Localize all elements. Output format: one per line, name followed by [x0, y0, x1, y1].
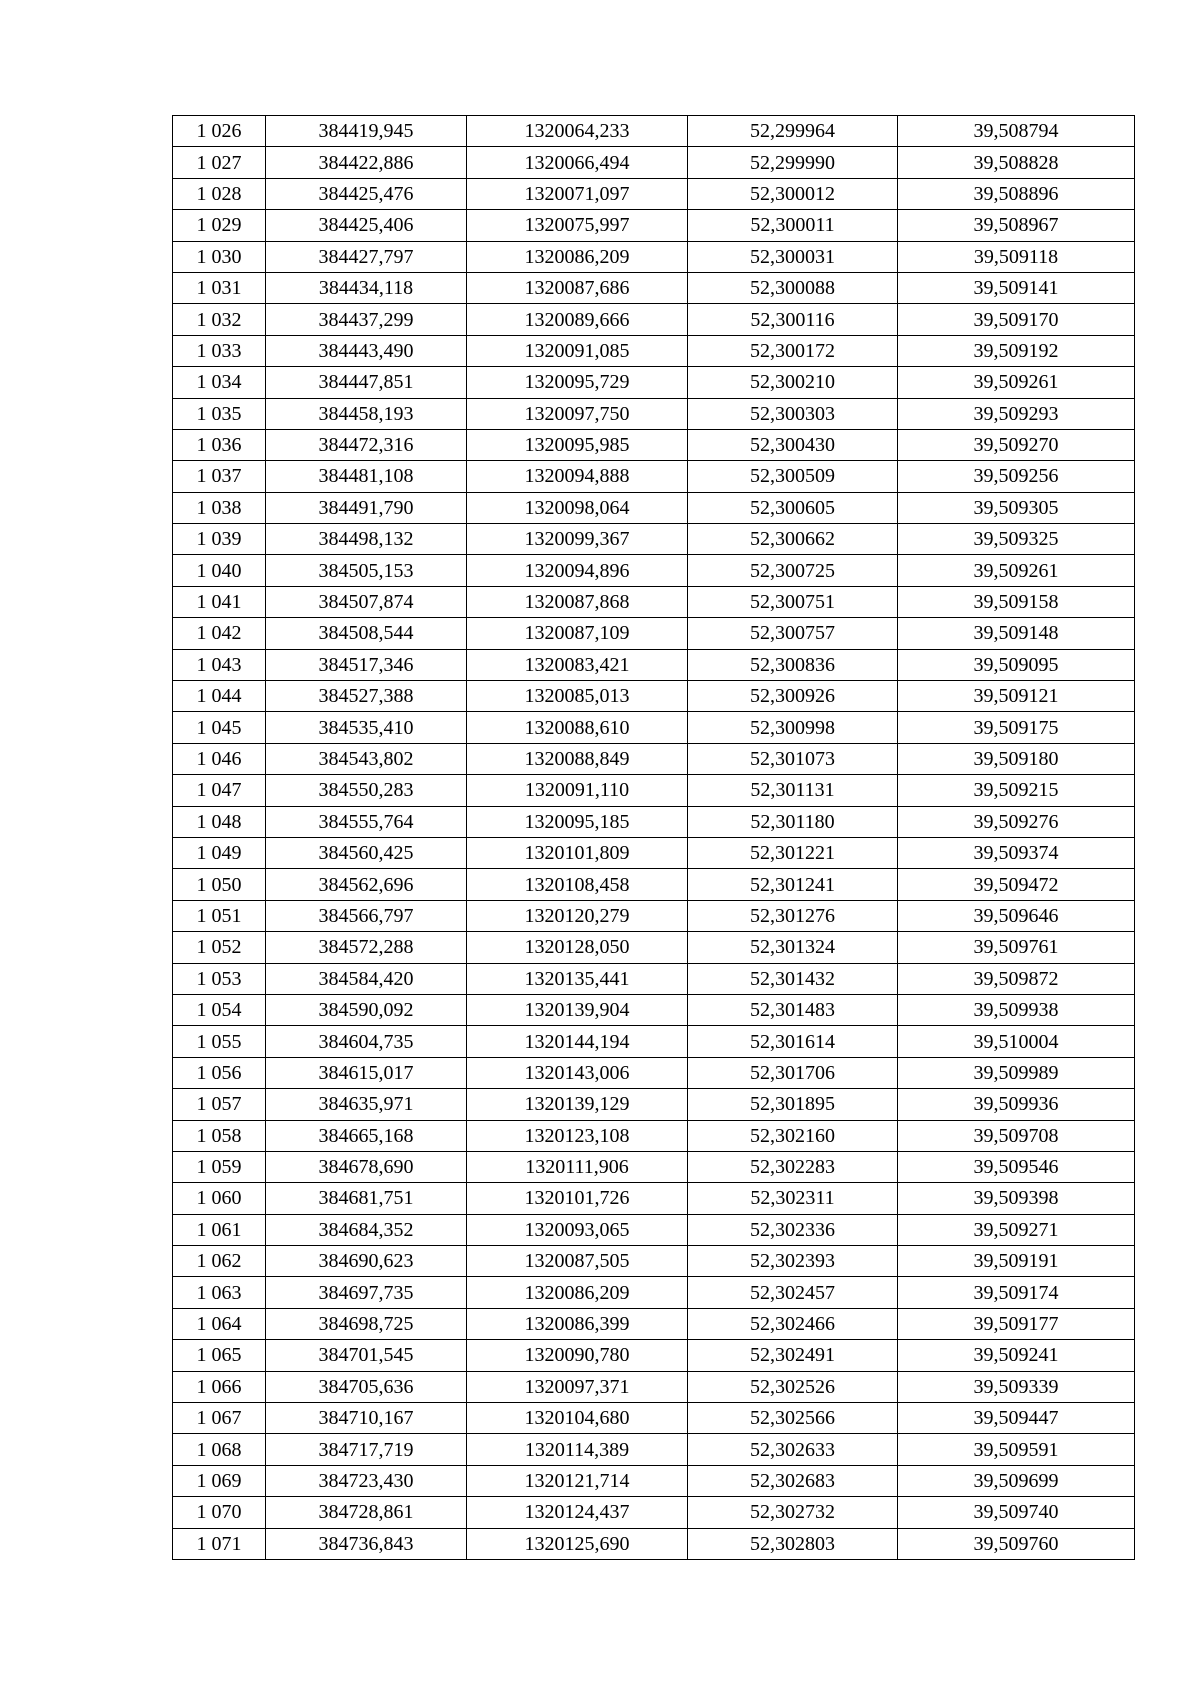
y-coordinate-cell: 1320108,458	[467, 869, 688, 900]
point-number-cell: 1 038	[173, 492, 266, 523]
y-coordinate-cell: 1320091,085	[467, 335, 688, 366]
point-number-cell: 1 051	[173, 900, 266, 931]
point-number-cell: 1 036	[173, 429, 266, 460]
longitude-cell: 39,509118	[898, 241, 1135, 272]
longitude-cell: 39,509261	[898, 555, 1135, 586]
x-coordinate-cell: 384427,797	[266, 241, 467, 272]
y-coordinate-cell: 1320139,129	[467, 1089, 688, 1120]
longitude-cell: 39,509121	[898, 681, 1135, 712]
longitude-cell: 39,509938	[898, 994, 1135, 1025]
point-number-cell: 1 035	[173, 398, 266, 429]
point-number-cell: 1 060	[173, 1183, 266, 1214]
point-number-cell: 1 040	[173, 555, 266, 586]
latitude-cell: 52,300210	[688, 367, 898, 398]
x-coordinate-cell: 384550,283	[266, 775, 467, 806]
latitude-cell: 52,302393	[688, 1246, 898, 1277]
latitude-cell: 52,299990	[688, 147, 898, 178]
longitude-cell: 39,509095	[898, 649, 1135, 680]
table-row	[173, 649, 1135, 680]
latitude-cell: 52,300998	[688, 712, 898, 743]
y-coordinate-cell: 1320097,371	[467, 1371, 688, 1402]
longitude-cell: 39,509215	[898, 775, 1135, 806]
point-number-cell: 1 032	[173, 304, 266, 335]
table-row	[173, 335, 1135, 366]
table-row	[173, 869, 1135, 900]
x-coordinate-cell: 384535,410	[266, 712, 467, 743]
table-row	[173, 241, 1135, 272]
latitude-cell: 52,302457	[688, 1277, 898, 1308]
latitude-cell: 52,302803	[688, 1528, 898, 1559]
table-row	[173, 1214, 1135, 1245]
x-coordinate-cell: 384560,425	[266, 837, 467, 868]
table-row	[173, 429, 1135, 460]
latitude-cell: 52,300011	[688, 210, 898, 241]
x-coordinate-cell: 384425,406	[266, 210, 467, 241]
x-coordinate-cell: 384447,851	[266, 367, 467, 398]
table-row	[173, 806, 1135, 837]
x-coordinate-cell: 384684,352	[266, 1214, 467, 1245]
point-number-cell: 1 033	[173, 335, 266, 366]
x-coordinate-cell: 384678,690	[266, 1151, 467, 1182]
point-number-cell: 1 069	[173, 1465, 266, 1496]
longitude-cell: 39,509241	[898, 1340, 1135, 1371]
y-coordinate-cell: 1320139,904	[467, 994, 688, 1025]
y-coordinate-cell: 1320144,194	[467, 1026, 688, 1057]
latitude-cell: 52,301180	[688, 806, 898, 837]
y-coordinate-cell: 1320101,726	[467, 1183, 688, 1214]
x-coordinate-cell: 384437,299	[266, 304, 467, 335]
table-row	[173, 900, 1135, 931]
table-row	[173, 524, 1135, 555]
x-coordinate-cell: 384422,886	[266, 147, 467, 178]
x-coordinate-cell: 384425,476	[266, 178, 467, 209]
point-number-cell: 1 026	[173, 116, 266, 147]
y-coordinate-cell: 1320121,714	[467, 1465, 688, 1496]
longitude-cell: 39,509158	[898, 586, 1135, 617]
latitude-cell: 52,302732	[688, 1497, 898, 1528]
table-row	[173, 743, 1135, 774]
point-number-cell: 1 058	[173, 1120, 266, 1151]
latitude-cell: 52,300926	[688, 681, 898, 712]
point-number-cell: 1 061	[173, 1214, 266, 1245]
point-number-cell: 1 059	[173, 1151, 266, 1182]
y-coordinate-cell: 1320111,906	[467, 1151, 688, 1182]
x-coordinate-cell: 384507,874	[266, 586, 467, 617]
y-coordinate-cell: 1320125,690	[467, 1528, 688, 1559]
longitude-cell: 39,509872	[898, 963, 1135, 994]
latitude-cell: 52,302566	[688, 1403, 898, 1434]
y-coordinate-cell: 1320086,209	[467, 241, 688, 272]
longitude-cell: 39,509177	[898, 1308, 1135, 1339]
latitude-cell: 52,301706	[688, 1057, 898, 1088]
x-coordinate-cell: 384728,861	[266, 1497, 467, 1528]
latitude-cell: 52,300757	[688, 618, 898, 649]
table-row	[173, 963, 1135, 994]
longitude-cell: 39,509174	[898, 1277, 1135, 1308]
latitude-cell: 52,299964	[688, 116, 898, 147]
point-number-cell: 1 042	[173, 618, 266, 649]
table-row	[173, 147, 1135, 178]
point-number-cell: 1 050	[173, 869, 266, 900]
y-coordinate-cell: 1320075,997	[467, 210, 688, 241]
latitude-cell: 52,302526	[688, 1371, 898, 1402]
y-coordinate-cell: 1320085,013	[467, 681, 688, 712]
y-coordinate-cell: 1320064,233	[467, 116, 688, 147]
table-row	[173, 1465, 1135, 1496]
point-number-cell: 1 053	[173, 963, 266, 994]
longitude-cell: 39,509293	[898, 398, 1135, 429]
latitude-cell: 52,300836	[688, 649, 898, 680]
y-coordinate-cell: 1320099,367	[467, 524, 688, 555]
y-coordinate-cell: 1320090,780	[467, 1340, 688, 1371]
longitude-cell: 39,509546	[898, 1151, 1135, 1182]
latitude-cell: 52,302311	[688, 1183, 898, 1214]
latitude-cell: 52,300172	[688, 335, 898, 366]
table-row	[173, 1151, 1135, 1182]
point-number-cell: 1 048	[173, 806, 266, 837]
longitude-cell: 39,509398	[898, 1183, 1135, 1214]
x-coordinate-cell: 384419,945	[266, 116, 467, 147]
table-row	[173, 1183, 1135, 1214]
table-row	[173, 1057, 1135, 1088]
longitude-cell: 39,509591	[898, 1434, 1135, 1465]
table-row	[173, 461, 1135, 492]
y-coordinate-cell: 1320114,389	[467, 1434, 688, 1465]
table-row	[173, 398, 1135, 429]
x-coordinate-cell: 384572,288	[266, 932, 467, 963]
table-row	[173, 1026, 1135, 1057]
y-coordinate-cell: 1320087,109	[467, 618, 688, 649]
y-coordinate-cell: 1320091,110	[467, 775, 688, 806]
table-row	[173, 1120, 1135, 1151]
point-number-cell: 1 063	[173, 1277, 266, 1308]
x-coordinate-cell: 384690,623	[266, 1246, 467, 1277]
longitude-cell: 39,509261	[898, 367, 1135, 398]
x-coordinate-cell: 384635,971	[266, 1089, 467, 1120]
latitude-cell: 52,300605	[688, 492, 898, 523]
longitude-cell: 39,509191	[898, 1246, 1135, 1277]
latitude-cell: 52,300430	[688, 429, 898, 460]
point-number-cell: 1 056	[173, 1057, 266, 1088]
x-coordinate-cell: 384615,017	[266, 1057, 467, 1088]
table-row	[173, 932, 1135, 963]
latitude-cell: 52,302283	[688, 1151, 898, 1182]
x-coordinate-cell: 384705,636	[266, 1371, 467, 1402]
table-row	[173, 210, 1135, 241]
x-coordinate-cell: 384697,735	[266, 1277, 467, 1308]
latitude-cell: 52,301614	[688, 1026, 898, 1057]
y-coordinate-cell: 1320095,185	[467, 806, 688, 837]
longitude-cell: 39,509325	[898, 524, 1135, 555]
x-coordinate-cell: 384472,316	[266, 429, 467, 460]
longitude-cell: 39,509472	[898, 869, 1135, 900]
y-coordinate-cell: 1320098,064	[467, 492, 688, 523]
longitude-cell: 39,509175	[898, 712, 1135, 743]
point-number-cell: 1 071	[173, 1528, 266, 1559]
point-number-cell: 1 041	[173, 586, 266, 617]
table-row	[173, 367, 1135, 398]
latitude-cell: 52,300088	[688, 272, 898, 303]
longitude-cell: 39,509374	[898, 837, 1135, 868]
point-number-cell: 1 037	[173, 461, 266, 492]
longitude-cell: 39,509760	[898, 1528, 1135, 1559]
x-coordinate-cell: 384701,545	[266, 1340, 467, 1371]
longitude-cell: 39,509180	[898, 743, 1135, 774]
y-coordinate-cell: 1320066,494	[467, 147, 688, 178]
point-number-cell: 1 067	[173, 1403, 266, 1434]
latitude-cell: 52,301073	[688, 743, 898, 774]
y-coordinate-cell: 1320123,108	[467, 1120, 688, 1151]
table-row	[173, 116, 1135, 147]
x-coordinate-cell: 384723,430	[266, 1465, 467, 1496]
y-coordinate-cell: 1320143,006	[467, 1057, 688, 1088]
x-coordinate-cell: 384498,132	[266, 524, 467, 555]
table-row	[173, 994, 1135, 1025]
table-row	[173, 1246, 1135, 1277]
point-number-cell: 1 043	[173, 649, 266, 680]
longitude-cell: 39,509339	[898, 1371, 1135, 1402]
latitude-cell: 52,301324	[688, 932, 898, 963]
y-coordinate-cell: 1320120,279	[467, 900, 688, 931]
x-coordinate-cell: 384584,420	[266, 963, 467, 994]
latitude-cell: 52,302683	[688, 1465, 898, 1496]
point-number-cell: 1 027	[173, 147, 266, 178]
y-coordinate-cell: 1320097,750	[467, 398, 688, 429]
y-coordinate-cell: 1320135,441	[467, 963, 688, 994]
latitude-cell: 52,302633	[688, 1434, 898, 1465]
y-coordinate-cell: 1320083,421	[467, 649, 688, 680]
x-coordinate-cell: 384555,764	[266, 806, 467, 837]
table-row	[173, 712, 1135, 743]
y-coordinate-cell: 1320071,097	[467, 178, 688, 209]
longitude-cell: 39,510004	[898, 1026, 1135, 1057]
y-coordinate-cell: 1320088,610	[467, 712, 688, 743]
latitude-cell: 52,300751	[688, 586, 898, 617]
latitude-cell: 52,301895	[688, 1089, 898, 1120]
latitude-cell: 52,302466	[688, 1308, 898, 1339]
latitude-cell: 52,302336	[688, 1214, 898, 1245]
latitude-cell: 52,300725	[688, 555, 898, 586]
point-number-cell: 1 064	[173, 1308, 266, 1339]
x-coordinate-cell: 384698,725	[266, 1308, 467, 1339]
y-coordinate-cell: 1320124,437	[467, 1497, 688, 1528]
point-number-cell: 1 039	[173, 524, 266, 555]
longitude-cell: 39,509646	[898, 900, 1135, 931]
latitude-cell: 52,301276	[688, 900, 898, 931]
latitude-cell: 52,300303	[688, 398, 898, 429]
latitude-cell: 52,300116	[688, 304, 898, 335]
table-row	[173, 681, 1135, 712]
x-coordinate-cell: 384434,118	[266, 272, 467, 303]
latitude-cell: 52,300012	[688, 178, 898, 209]
x-coordinate-cell: 384517,346	[266, 649, 467, 680]
latitude-cell: 52,301432	[688, 963, 898, 994]
point-number-cell: 1 052	[173, 932, 266, 963]
table-row	[173, 1089, 1135, 1120]
point-number-cell: 1 044	[173, 681, 266, 712]
point-number-cell: 1 068	[173, 1434, 266, 1465]
point-number-cell: 1 034	[173, 367, 266, 398]
table-row	[173, 1528, 1135, 1559]
point-number-cell: 1 045	[173, 712, 266, 743]
latitude-cell: 52,300662	[688, 524, 898, 555]
table-row	[173, 1497, 1135, 1528]
x-coordinate-cell: 384458,193	[266, 398, 467, 429]
x-coordinate-cell: 384717,719	[266, 1434, 467, 1465]
point-number-cell: 1 054	[173, 994, 266, 1025]
table-row	[173, 1434, 1135, 1465]
x-coordinate-cell: 384665,168	[266, 1120, 467, 1151]
point-number-cell: 1 029	[173, 210, 266, 241]
x-coordinate-cell: 384505,153	[266, 555, 467, 586]
table-row	[173, 304, 1135, 335]
longitude-cell: 39,509936	[898, 1089, 1135, 1120]
point-number-cell: 1 062	[173, 1246, 266, 1277]
x-coordinate-cell: 384736,843	[266, 1528, 467, 1559]
x-coordinate-cell: 384508,544	[266, 618, 467, 649]
point-number-cell: 1 046	[173, 743, 266, 774]
latitude-cell: 52,301241	[688, 869, 898, 900]
x-coordinate-cell: 384443,490	[266, 335, 467, 366]
table-row	[173, 837, 1135, 868]
x-coordinate-cell: 384562,696	[266, 869, 467, 900]
point-number-cell: 1 070	[173, 1497, 266, 1528]
coordinates-table	[172, 115, 1135, 1560]
longitude-cell: 39,509989	[898, 1057, 1135, 1088]
longitude-cell: 39,509276	[898, 806, 1135, 837]
x-coordinate-cell: 384604,735	[266, 1026, 467, 1057]
point-number-cell: 1 031	[173, 272, 266, 303]
longitude-cell: 39,509305	[898, 492, 1135, 523]
table-row	[173, 586, 1135, 617]
y-coordinate-cell: 1320128,050	[467, 932, 688, 963]
latitude-cell: 52,301221	[688, 837, 898, 868]
table-row	[173, 178, 1135, 209]
longitude-cell: 39,508967	[898, 210, 1135, 241]
table-row	[173, 555, 1135, 586]
longitude-cell: 39,509170	[898, 304, 1135, 335]
y-coordinate-cell: 1320095,985	[467, 429, 688, 460]
y-coordinate-cell: 1320086,399	[467, 1308, 688, 1339]
y-coordinate-cell: 1320087,868	[467, 586, 688, 617]
x-coordinate-cell: 384527,388	[266, 681, 467, 712]
y-coordinate-cell: 1320101,809	[467, 837, 688, 868]
latitude-cell: 52,301131	[688, 775, 898, 806]
y-coordinate-cell: 1320095,729	[467, 367, 688, 398]
latitude-cell: 52,302160	[688, 1120, 898, 1151]
latitude-cell: 52,300031	[688, 241, 898, 272]
latitude-cell: 52,301483	[688, 994, 898, 1025]
latitude-cell: 52,300509	[688, 461, 898, 492]
table-row	[173, 272, 1135, 303]
table-row	[173, 1403, 1135, 1434]
y-coordinate-cell: 1320094,896	[467, 555, 688, 586]
coordinates-table-body	[173, 116, 1135, 1560]
longitude-cell: 39,508896	[898, 178, 1135, 209]
longitude-cell: 39,508828	[898, 147, 1135, 178]
point-number-cell: 1 047	[173, 775, 266, 806]
x-coordinate-cell: 384566,797	[266, 900, 467, 931]
longitude-cell: 39,509708	[898, 1120, 1135, 1151]
point-number-cell: 1 057	[173, 1089, 266, 1120]
y-coordinate-cell: 1320089,666	[467, 304, 688, 335]
longitude-cell: 39,509699	[898, 1465, 1135, 1496]
x-coordinate-cell: 384491,790	[266, 492, 467, 523]
longitude-cell: 39,509192	[898, 335, 1135, 366]
longitude-cell: 39,509270	[898, 429, 1135, 460]
table-row	[173, 1308, 1135, 1339]
table-row	[173, 492, 1135, 523]
y-coordinate-cell: 1320087,686	[467, 272, 688, 303]
point-number-cell: 1 030	[173, 241, 266, 272]
table-row	[173, 1277, 1135, 1308]
x-coordinate-cell: 384543,802	[266, 743, 467, 774]
longitude-cell: 39,509740	[898, 1497, 1135, 1528]
point-number-cell: 1 028	[173, 178, 266, 209]
y-coordinate-cell: 1320086,209	[467, 1277, 688, 1308]
table-row	[173, 618, 1135, 649]
y-coordinate-cell: 1320094,888	[467, 461, 688, 492]
x-coordinate-cell: 384681,751	[266, 1183, 467, 1214]
longitude-cell: 39,509271	[898, 1214, 1135, 1245]
point-number-cell: 1 049	[173, 837, 266, 868]
table-row	[173, 1340, 1135, 1371]
y-coordinate-cell: 1320088,849	[467, 743, 688, 774]
longitude-cell: 39,509761	[898, 932, 1135, 963]
y-coordinate-cell: 1320087,505	[467, 1246, 688, 1277]
longitude-cell: 39,509447	[898, 1403, 1135, 1434]
x-coordinate-cell: 384710,167	[266, 1403, 467, 1434]
x-coordinate-cell: 384590,092	[266, 994, 467, 1025]
point-number-cell: 1 066	[173, 1371, 266, 1402]
longitude-cell: 39,509141	[898, 272, 1135, 303]
longitude-cell: 39,509256	[898, 461, 1135, 492]
y-coordinate-cell: 1320104,680	[467, 1403, 688, 1434]
table-row	[173, 1371, 1135, 1402]
longitude-cell: 39,509148	[898, 618, 1135, 649]
longitude-cell: 39,508794	[898, 116, 1135, 147]
y-coordinate-cell: 1320093,065	[467, 1214, 688, 1245]
point-number-cell: 1 055	[173, 1026, 266, 1057]
point-number-cell: 1 065	[173, 1340, 266, 1371]
latitude-cell: 52,302491	[688, 1340, 898, 1371]
x-coordinate-cell: 384481,108	[266, 461, 467, 492]
table-row	[173, 775, 1135, 806]
